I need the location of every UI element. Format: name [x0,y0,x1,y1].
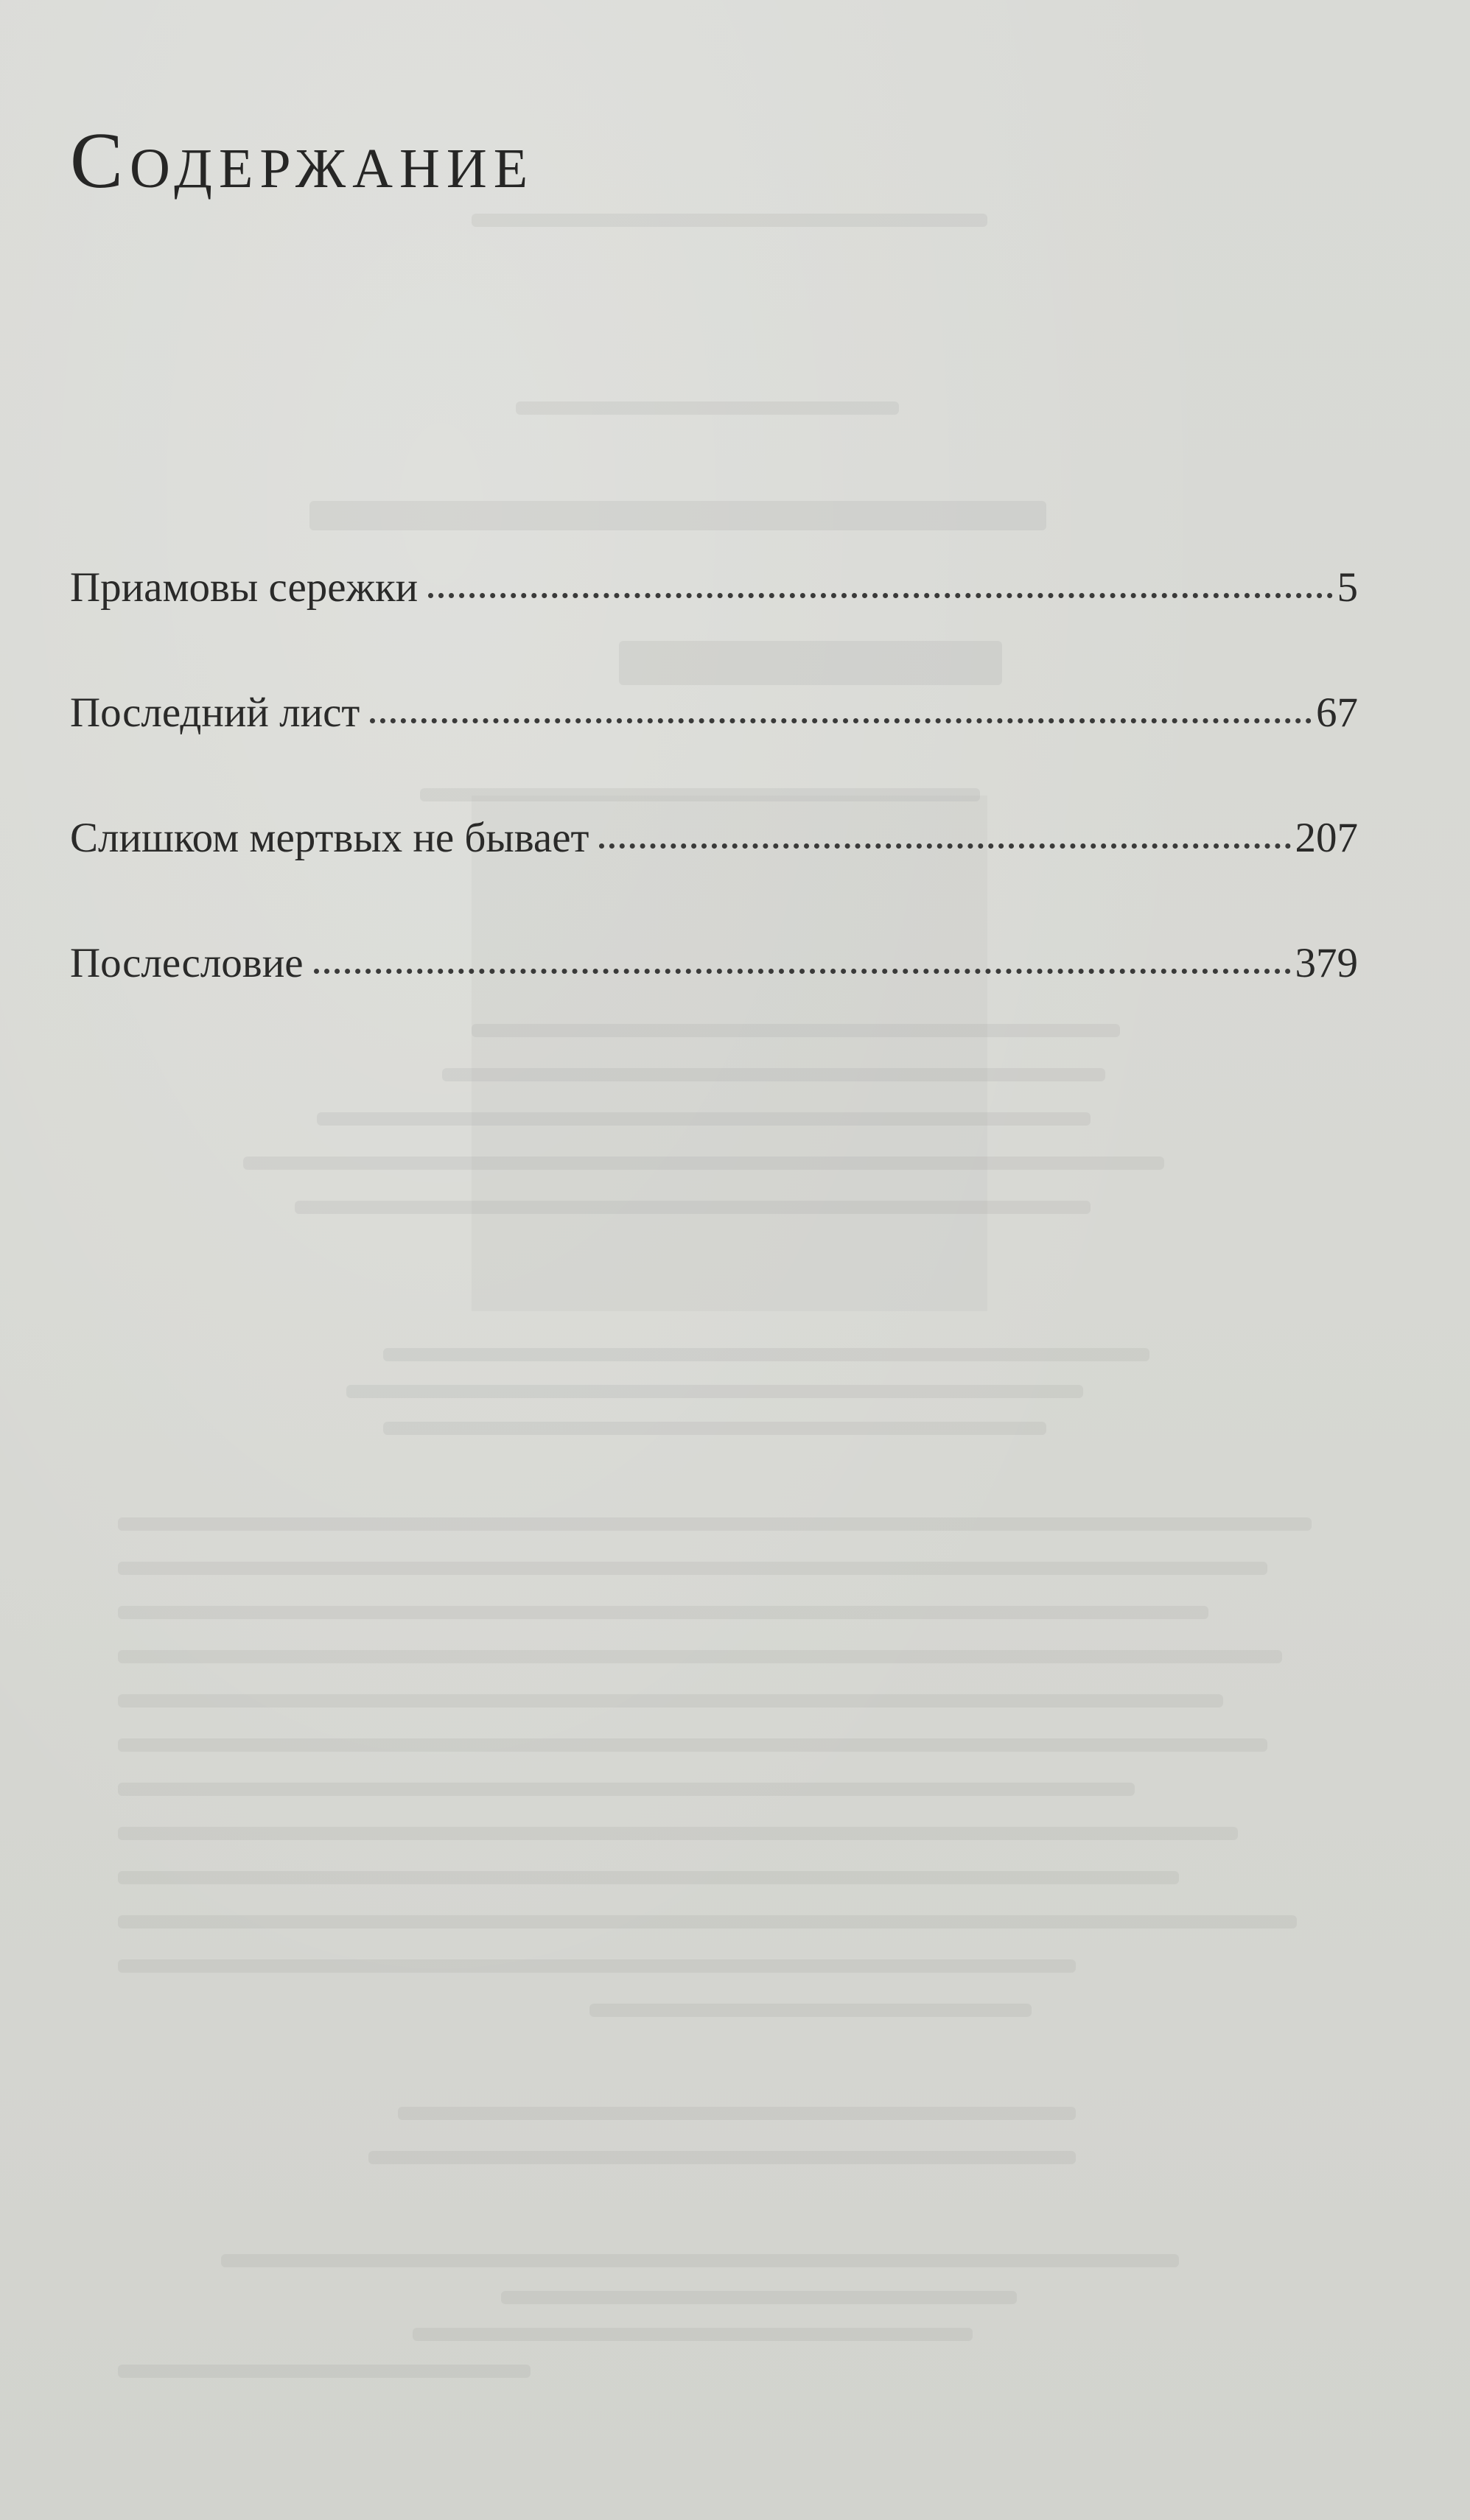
toc-entry [70,689,1358,814]
toc-entry-page: 379 [1295,940,1358,986]
toc-title: Содержание [70,117,535,205]
dot-leader [599,843,1290,849]
toc-entry-page: 5 [1337,564,1358,611]
dot-leader [314,969,1291,974]
dot-leader [428,593,1332,598]
toc-list [70,564,1358,1064]
toc-entry-page: 67 [1316,689,1358,736]
toc-entry-page: 207 [1295,815,1358,861]
toc-entry-title: Последний лист [70,689,360,736]
dot-leader [370,718,1312,723]
toc-entry-title: Послесловие [70,940,304,986]
toc-entry-title: Приамовы сережки [70,564,419,611]
toc-entry [70,939,1358,1064]
toc-entry [70,814,1358,939]
toc-entry [70,564,1358,689]
toc-entry-title: Слишком мертвых не бывает [70,815,589,861]
